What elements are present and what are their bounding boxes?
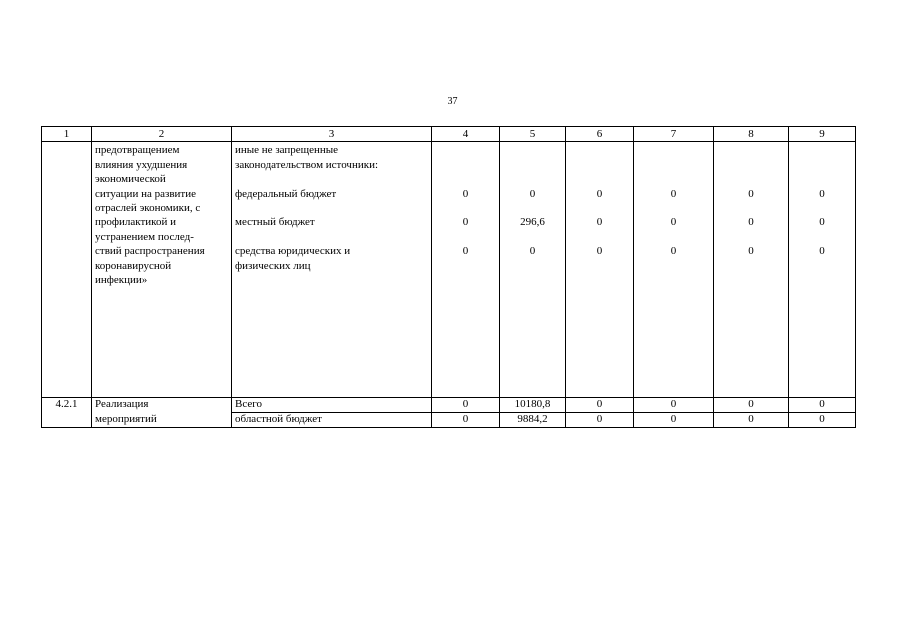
- col-header-1: 1: [42, 127, 92, 142]
- regional-col-4: 0: [432, 413, 500, 428]
- header-row: [42, 127, 856, 142]
- total-col-6: 0: [566, 398, 634, 413]
- value-legal-entities: 0: [670, 245, 677, 258]
- value-local: 0: [819, 216, 825, 229]
- item-number: 4.2.1: [42, 398, 92, 428]
- value-federal: 0: [596, 187, 603, 200]
- cell-col-9: [789, 142, 856, 398]
- value-federal: 0: [670, 187, 677, 200]
- cell-col-6: [566, 142, 634, 398]
- description-line: влияния ухудшения: [95, 158, 188, 171]
- table-row-total: [42, 398, 856, 413]
- row-label-regional: областной бюджет: [232, 413, 432, 428]
- item-name-line: Реализация: [95, 398, 149, 411]
- description-line: ствий распространения: [95, 245, 205, 258]
- description-line: инфекции»: [95, 273, 148, 286]
- sources-intro-line: иные не запрещенные: [235, 144, 339, 157]
- value-federal: 0: [819, 187, 825, 200]
- value-legal-entities: 0: [819, 245, 825, 258]
- value-federal: 0: [748, 187, 754, 200]
- item-name: [92, 398, 232, 428]
- description-line: отраслей экономики, с: [95, 201, 201, 214]
- value-legal-entities: 0: [596, 245, 603, 258]
- row-label-total: Всего: [232, 398, 432, 413]
- col-header-3: 3: [232, 127, 432, 142]
- source-label-federal: федеральный бюджет: [235, 187, 337, 200]
- regional-col-9: 0: [789, 413, 856, 428]
- value-local: 0: [670, 216, 677, 229]
- value-local: 0: [462, 216, 469, 229]
- total-col-8: 0: [714, 398, 789, 413]
- description-line: ситуации на развитие: [95, 187, 196, 200]
- description-line: предотвращением: [95, 144, 180, 157]
- value-federal: 0: [529, 187, 536, 200]
- item-name-line: мероприятий: [95, 412, 157, 425]
- description-line: коронавирусной: [95, 259, 172, 272]
- value-legal-entities: 0: [529, 245, 536, 258]
- col-header-5: 5: [500, 127, 566, 142]
- value-local: 0: [748, 216, 754, 229]
- value-legal-entities: 0: [462, 245, 469, 258]
- total-col-4: 0: [432, 398, 500, 413]
- col-header-7: 7: [634, 127, 714, 142]
- col-header-8: 8: [714, 127, 789, 142]
- regional-col-6: 0: [566, 413, 634, 428]
- cell-number-empty: [42, 142, 92, 398]
- col-header-6: 6: [566, 127, 634, 142]
- table-row-continued: [42, 142, 856, 398]
- col-header-4: 4: [432, 127, 500, 142]
- regional-col-7: 0: [634, 413, 714, 428]
- budget-table: [41, 126, 856, 428]
- regional-col-5: 9884,2: [500, 413, 566, 428]
- source-label-legal-entities: средства юридических и: [235, 245, 351, 258]
- description-line: экономической: [95, 173, 166, 186]
- cell-measure-description: [92, 142, 232, 398]
- cell-col-5: [500, 142, 566, 398]
- source-label-legal-entities: физических лиц: [235, 259, 311, 272]
- total-col-7: 0: [634, 398, 714, 413]
- cell-col-8: [714, 142, 789, 398]
- col-header-2: 2: [92, 127, 232, 142]
- description-line: профилактикой и: [95, 216, 176, 229]
- cell-col-4: [432, 142, 500, 398]
- sources-intro-line: законодательством источники:: [235, 158, 379, 171]
- total-col-9: 0: [789, 398, 856, 413]
- regional-col-8: 0: [714, 413, 789, 428]
- page-number: 37: [447, 96, 458, 107]
- value-local: 296,6: [520, 216, 545, 229]
- value-federal: 0: [462, 187, 469, 200]
- total-col-5: 10180,8: [500, 398, 566, 413]
- cell-funding-sources: [232, 142, 432, 398]
- description-line: устранением послед-: [95, 230, 194, 243]
- cell-col-7: [634, 142, 714, 398]
- value-legal-entities: 0: [748, 245, 754, 258]
- source-label-local: местный бюджет: [235, 216, 315, 229]
- value-local: 0: [596, 216, 603, 229]
- col-header-9: 9: [789, 127, 856, 142]
